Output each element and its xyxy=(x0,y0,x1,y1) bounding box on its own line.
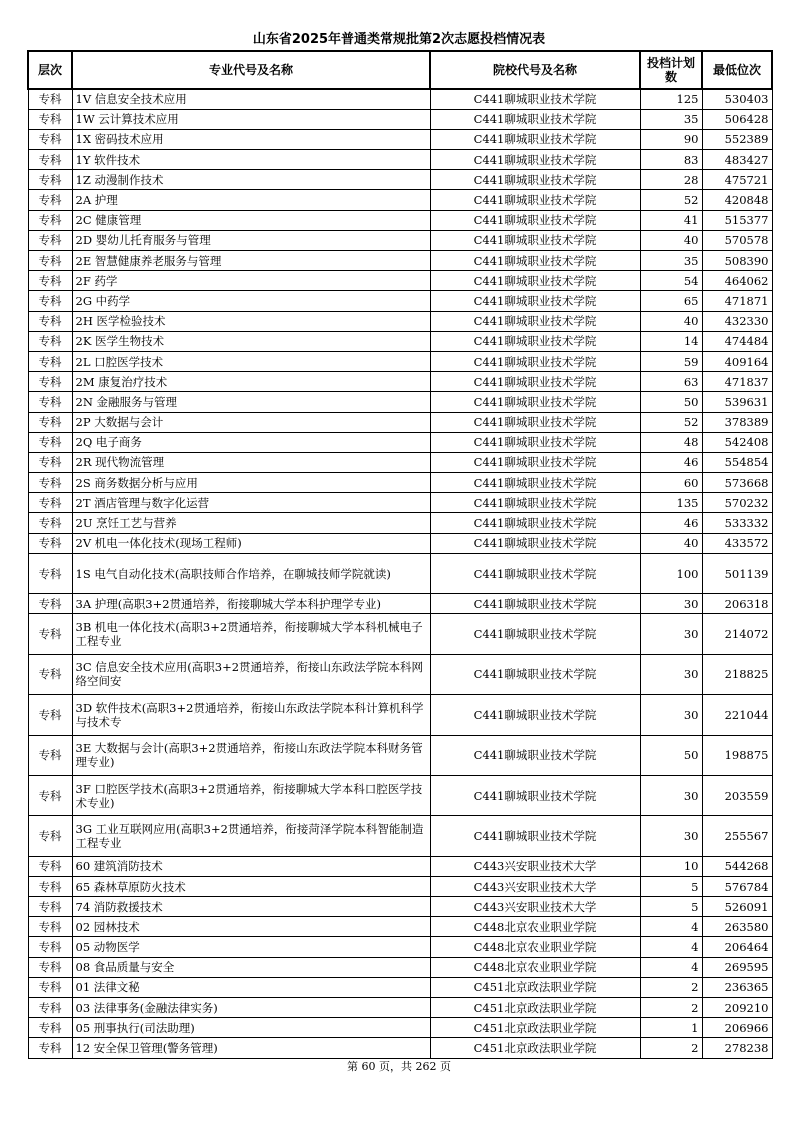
cell-major: 3E 大数据与会计(高职3+2贯通培养，衔接山东政法学院本科财务管理专业) xyxy=(72,735,430,775)
cell-plan: 83 xyxy=(640,150,702,170)
cell-rank: 269595 xyxy=(702,957,772,977)
cell-level: 专科 xyxy=(28,594,72,614)
cell-plan: 54 xyxy=(640,271,702,291)
cell-major: 2E 智慧健康养老服务与管理 xyxy=(72,251,430,271)
cell-plan: 30 xyxy=(640,654,702,694)
cell-major: 3G 工业互联网应用(高职3+2贯通培养，衔接菏泽学院本科智能制造工程专业 xyxy=(72,816,430,856)
cell-level: 专科 xyxy=(28,614,72,654)
cell-level: 专科 xyxy=(28,230,72,250)
cell-plan: 46 xyxy=(640,452,702,472)
cell-major: 03 法律事务(金融法律实务) xyxy=(72,998,430,1018)
cell-school: C441聊城职业技术学院 xyxy=(430,150,640,170)
table-row xyxy=(28,311,772,331)
table-row xyxy=(28,170,772,190)
table-row xyxy=(28,412,772,432)
cell-school: C441聊城职业技术学院 xyxy=(430,473,640,493)
cell-major: 12 安全保卫管理(警务管理) xyxy=(72,1038,430,1058)
cell-school: C441聊城职业技术学院 xyxy=(430,372,640,392)
cell-major: 1S 电气自动化技术(高职技师合作培养，在聊城技师学院就读) xyxy=(72,553,430,593)
cell-major: 2C 健康管理 xyxy=(72,210,430,230)
cell-rank: 506428 xyxy=(702,109,772,129)
cell-plan: 14 xyxy=(640,331,702,351)
cell-level: 专科 xyxy=(28,412,72,432)
table-row xyxy=(28,876,772,896)
table-row xyxy=(28,351,772,371)
cell-plan: 46 xyxy=(640,513,702,533)
table-row xyxy=(28,251,772,271)
cell-rank: 432330 xyxy=(702,311,772,331)
cell-rank: 214072 xyxy=(702,614,772,654)
header-school: 院校代号及名称 xyxy=(430,51,640,89)
page-title: 山东省2025年普通类常规批第2次志愿投档情况表 xyxy=(252,32,546,47)
table-row xyxy=(28,614,772,654)
cell-level: 专科 xyxy=(28,533,72,553)
cell-school: C451北京政法职业学院 xyxy=(430,977,640,997)
cell-plan: 2 xyxy=(640,998,702,1018)
table-body xyxy=(28,89,772,1058)
table-row xyxy=(28,957,772,977)
cell-plan: 40 xyxy=(640,230,702,250)
cell-rank: 218825 xyxy=(702,654,772,694)
cell-rank: 409164 xyxy=(702,351,772,371)
cell-major: 65 森林草原防火技术 xyxy=(72,876,430,896)
cell-school: C441聊城职业技术学院 xyxy=(430,331,640,351)
cell-school: C441聊城职业技术学院 xyxy=(430,775,640,815)
cell-rank: 209210 xyxy=(702,998,772,1018)
cell-level: 专科 xyxy=(28,816,72,856)
cell-rank: 542408 xyxy=(702,432,772,452)
cell-rank: 508390 xyxy=(702,251,772,271)
cell-school: C441聊城职业技术学院 xyxy=(430,210,640,230)
cell-level: 专科 xyxy=(28,553,72,593)
cell-level: 专科 xyxy=(28,291,72,311)
cell-plan: 59 xyxy=(640,351,702,371)
table-row xyxy=(28,775,772,815)
cell-school: C441聊城职业技术学院 xyxy=(430,735,640,775)
cell-major: 60 建筑消防技术 xyxy=(72,856,430,876)
cell-rank: 464062 xyxy=(702,271,772,291)
cell-rank: 263580 xyxy=(702,917,772,937)
cell-rank: 378389 xyxy=(702,412,772,432)
cell-major: 3B 机电一体化技术(高职3+2贯通培养，衔接聊城大学本科机械电子工程专业 xyxy=(72,614,430,654)
cell-major: 2A 护理 xyxy=(72,190,430,210)
cell-plan: 30 xyxy=(640,695,702,735)
cell-rank: 221044 xyxy=(702,695,772,735)
table-row xyxy=(28,150,772,170)
cell-level: 专科 xyxy=(28,735,72,775)
cell-major: 1Y 软件技术 xyxy=(72,150,430,170)
cell-school: C441聊城职业技术学院 xyxy=(430,553,640,593)
cell-rank: 544268 xyxy=(702,856,772,876)
cell-plan: 63 xyxy=(640,372,702,392)
table-row xyxy=(28,331,772,351)
cell-school: C441聊城职业技术学院 xyxy=(430,129,640,149)
table-row xyxy=(28,513,772,533)
cell-plan: 30 xyxy=(640,594,702,614)
cell-major: 1X 密码技术应用 xyxy=(72,129,430,149)
cell-rank: 420848 xyxy=(702,190,772,210)
table-row xyxy=(28,210,772,230)
cell-level: 专科 xyxy=(28,998,72,1018)
table-row xyxy=(28,89,772,109)
cell-rank: 433572 xyxy=(702,533,772,553)
table-row xyxy=(28,1018,772,1038)
cell-school: C441聊城职业技术学院 xyxy=(430,311,640,331)
cell-level: 专科 xyxy=(28,654,72,694)
cell-school: C441聊城职业技术学院 xyxy=(430,816,640,856)
table-row xyxy=(28,432,772,452)
table-row xyxy=(28,109,772,129)
cell-major: 2T 酒店管理与数字化运营 xyxy=(72,493,430,513)
cell-level: 专科 xyxy=(28,109,72,129)
cell-major: 1V 信息安全技术应用 xyxy=(72,89,430,109)
cell-rank: 471871 xyxy=(702,291,772,311)
header-level: 层次 xyxy=(28,51,72,89)
admission-table xyxy=(27,50,773,1059)
cell-plan: 28 xyxy=(640,170,702,190)
cell-major: 2V 机电一体化技术(现场工程师) xyxy=(72,533,430,553)
cell-major: 2F 药学 xyxy=(72,271,430,291)
cell-school: C441聊城职业技术学院 xyxy=(430,493,640,513)
cell-major: 08 食品质量与安全 xyxy=(72,957,430,977)
cell-plan: 4 xyxy=(640,937,702,957)
cell-major: 2H 医学检验技术 xyxy=(72,311,430,331)
cell-rank: 530403 xyxy=(702,89,772,109)
cell-level: 专科 xyxy=(28,775,72,815)
cell-rank: 203559 xyxy=(702,775,772,815)
table-row xyxy=(28,1038,772,1058)
cell-plan: 35 xyxy=(640,251,702,271)
cell-major: 1W 云计算技术应用 xyxy=(72,109,430,129)
cell-rank: 539631 xyxy=(702,392,772,412)
cell-major: 74 消防救援技术 xyxy=(72,897,430,917)
cell-school: C441聊城职业技术学院 xyxy=(430,190,640,210)
cell-rank: 483427 xyxy=(702,150,772,170)
cell-major: 2L 口腔医学技术 xyxy=(72,351,430,371)
cell-school: C451北京政法职业学院 xyxy=(430,1018,640,1038)
cell-plan: 135 xyxy=(640,493,702,513)
cell-plan: 40 xyxy=(640,311,702,331)
cell-rank: 206318 xyxy=(702,594,772,614)
cell-level: 专科 xyxy=(28,957,72,977)
cell-school: C441聊城职业技术学院 xyxy=(430,513,640,533)
cell-plan: 48 xyxy=(640,432,702,452)
cell-school: C451北京政法职业学院 xyxy=(430,1038,640,1058)
cell-school: C441聊城职业技术学院 xyxy=(430,412,640,432)
cell-rank: 526091 xyxy=(702,897,772,917)
cell-rank: 501139 xyxy=(702,553,772,593)
cell-school: C441聊城职业技术学院 xyxy=(430,695,640,735)
cell-rank: 576784 xyxy=(702,876,772,896)
table-row xyxy=(28,190,772,210)
cell-level: 专科 xyxy=(28,876,72,896)
cell-school: C441聊城职业技术学院 xyxy=(430,351,640,371)
cell-rank: 570232 xyxy=(702,493,772,513)
table-row xyxy=(28,654,772,694)
cell-rank: 554854 xyxy=(702,452,772,472)
cell-major: 2U 烹饪工艺与营养 xyxy=(72,513,430,533)
cell-level: 专科 xyxy=(28,331,72,351)
cell-school: C441聊城职业技术学院 xyxy=(430,291,640,311)
table-row xyxy=(28,695,772,735)
table-row xyxy=(28,856,772,876)
cell-rank: 471837 xyxy=(702,372,772,392)
cell-major: 05 动物医学 xyxy=(72,937,430,957)
cell-plan: 2 xyxy=(640,977,702,997)
cell-plan: 100 xyxy=(640,553,702,593)
cell-major: 02 园林技术 xyxy=(72,917,430,937)
cell-school: C441聊城职业技术学院 xyxy=(430,533,640,553)
cell-rank: 198875 xyxy=(702,735,772,775)
cell-level: 专科 xyxy=(28,150,72,170)
cell-major: 3A 护理(高职3+2贯通培养，衔接聊城大学本科护理学专业) xyxy=(72,594,430,614)
cell-school: C441聊城职业技术学院 xyxy=(430,594,640,614)
cell-plan: 65 xyxy=(640,291,702,311)
table-row xyxy=(28,937,772,957)
cell-school: C441聊城职业技术学院 xyxy=(430,392,640,412)
cell-rank: 570578 xyxy=(702,230,772,250)
cell-level: 专科 xyxy=(28,89,72,109)
table-row xyxy=(28,473,772,493)
cell-rank: 255567 xyxy=(702,816,772,856)
cell-level: 专科 xyxy=(28,190,72,210)
table-row xyxy=(28,392,772,412)
cell-plan: 41 xyxy=(640,210,702,230)
cell-level: 专科 xyxy=(28,695,72,735)
cell-plan: 10 xyxy=(640,856,702,876)
table-row xyxy=(28,452,772,472)
cell-plan: 2 xyxy=(640,1038,702,1058)
cell-major: 3C 信息安全技术应用(高职3+2贯通培养，衔接山东政法学院本科网络空间安 xyxy=(72,654,430,694)
header-plan: 投档计划数 xyxy=(640,51,702,89)
cell-rank: 515377 xyxy=(702,210,772,230)
cell-rank: 278238 xyxy=(702,1038,772,1058)
cell-level: 专科 xyxy=(28,1018,72,1038)
table-row xyxy=(28,372,772,392)
cell-level: 专科 xyxy=(28,129,72,149)
cell-school: C441聊城职业技术学院 xyxy=(430,432,640,452)
table-row xyxy=(28,271,772,291)
cell-level: 专科 xyxy=(28,977,72,997)
cell-school: C441聊城职业技术学院 xyxy=(430,654,640,694)
cell-school: C441聊城职业技术学院 xyxy=(430,89,640,109)
cell-level: 专科 xyxy=(28,271,72,291)
cell-rank: 474484 xyxy=(702,331,772,351)
cell-major: 2N 金融服务与管理 xyxy=(72,392,430,412)
cell-level: 专科 xyxy=(28,856,72,876)
cell-major: 2D 婴幼儿托育服务与管理 xyxy=(72,230,430,250)
cell-level: 专科 xyxy=(28,493,72,513)
cell-rank: 236365 xyxy=(702,977,772,997)
cell-level: 专科 xyxy=(28,937,72,957)
cell-rank: 475721 xyxy=(702,170,772,190)
cell-level: 专科 xyxy=(28,210,72,230)
cell-school: C448北京农业职业学院 xyxy=(430,957,640,977)
table-row xyxy=(28,977,772,997)
cell-level: 专科 xyxy=(28,473,72,493)
cell-level: 专科 xyxy=(28,392,72,412)
cell-major: 01 法律文秘 xyxy=(72,977,430,997)
cell-level: 专科 xyxy=(28,170,72,190)
table-row xyxy=(28,897,772,917)
table-row xyxy=(28,735,772,775)
cell-school: C441聊城职业技术学院 xyxy=(430,251,640,271)
cell-plan: 40 xyxy=(640,533,702,553)
table-row xyxy=(28,493,772,513)
table-row xyxy=(28,917,772,937)
table-row xyxy=(28,533,772,553)
cell-major: 2R 现代物流管理 xyxy=(72,452,430,472)
cell-plan: 52 xyxy=(640,190,702,210)
cell-plan: 30 xyxy=(640,775,702,815)
cell-school: C441聊城职业技术学院 xyxy=(430,109,640,129)
table-row xyxy=(28,129,772,149)
cell-plan: 30 xyxy=(640,816,702,856)
cell-rank: 206966 xyxy=(702,1018,772,1038)
cell-plan: 4 xyxy=(640,957,702,977)
cell-plan: 4 xyxy=(640,917,702,937)
cell-plan: 90 xyxy=(640,129,702,149)
cell-rank: 552389 xyxy=(702,129,772,149)
cell-level: 专科 xyxy=(28,351,72,371)
page-footer: 第 60 页，共 262 页 xyxy=(347,1060,451,1073)
table-row xyxy=(28,998,772,1018)
cell-plan: 50 xyxy=(640,735,702,775)
table-row xyxy=(28,291,772,311)
cell-plan: 5 xyxy=(640,897,702,917)
table-row xyxy=(28,816,772,856)
cell-plan: 35 xyxy=(640,109,702,129)
cell-level: 专科 xyxy=(28,1038,72,1058)
cell-school: C441聊城职业技术学院 xyxy=(430,170,640,190)
cell-school: C448北京农业职业学院 xyxy=(430,937,640,957)
cell-rank: 533332 xyxy=(702,513,772,533)
cell-level: 专科 xyxy=(28,917,72,937)
cell-school: C441聊城职业技术学院 xyxy=(430,452,640,472)
header-major: 专业代号及名称 xyxy=(72,51,430,89)
cell-major: 2K 医学生物技术 xyxy=(72,331,430,351)
cell-school: C441聊城职业技术学院 xyxy=(430,230,640,250)
cell-plan: 50 xyxy=(640,392,702,412)
cell-school: C441聊城职业技术学院 xyxy=(430,271,640,291)
cell-major: 3D 软件技术(高职3+2贯通培养，衔接山东政法学院本科计算机科学与技术专 xyxy=(72,695,430,735)
cell-school: C443兴安职业技术大学 xyxy=(430,876,640,896)
cell-major: 2Q 电子商务 xyxy=(72,432,430,452)
cell-level: 专科 xyxy=(28,432,72,452)
cell-level: 专科 xyxy=(28,513,72,533)
cell-level: 专科 xyxy=(28,311,72,331)
cell-level: 专科 xyxy=(28,897,72,917)
cell-major: 3F 口腔医学技术(高职3+2贯通培养，衔接聊城大学本科口腔医学技术专业) xyxy=(72,775,430,815)
cell-school: C441聊城职业技术学院 xyxy=(430,614,640,654)
header-rank: 最低位次 xyxy=(702,51,772,89)
cell-school: C451北京政法职业学院 xyxy=(430,998,640,1018)
cell-level: 专科 xyxy=(28,372,72,392)
cell-major: 2M 康复治疗技术 xyxy=(72,372,430,392)
cell-major: 05 刑事执行(司法助理) xyxy=(72,1018,430,1038)
table-row xyxy=(28,553,772,593)
cell-plan: 125 xyxy=(640,89,702,109)
cell-plan: 52 xyxy=(640,412,702,432)
table-row xyxy=(28,230,772,250)
cell-school: C443兴安职业技术大学 xyxy=(430,897,640,917)
cell-major: 2S 商务数据分析与应用 xyxy=(72,473,430,493)
cell-level: 专科 xyxy=(28,452,72,472)
cell-major: 2G 中药学 xyxy=(72,291,430,311)
table-row xyxy=(28,594,772,614)
cell-plan: 1 xyxy=(640,1018,702,1038)
cell-level: 专科 xyxy=(28,251,72,271)
cell-rank: 206464 xyxy=(702,937,772,957)
table-header-row xyxy=(28,51,772,89)
cell-major: 1Z 动漫制作技术 xyxy=(72,170,430,190)
cell-rank: 573668 xyxy=(702,473,772,493)
cell-plan: 5 xyxy=(640,876,702,896)
cell-school: C448北京农业职业学院 xyxy=(430,917,640,937)
cell-plan: 60 xyxy=(640,473,702,493)
cell-school: C443兴安职业技术大学 xyxy=(430,856,640,876)
cell-plan: 30 xyxy=(640,614,702,654)
cell-major: 2P 大数据与会计 xyxy=(72,412,430,432)
